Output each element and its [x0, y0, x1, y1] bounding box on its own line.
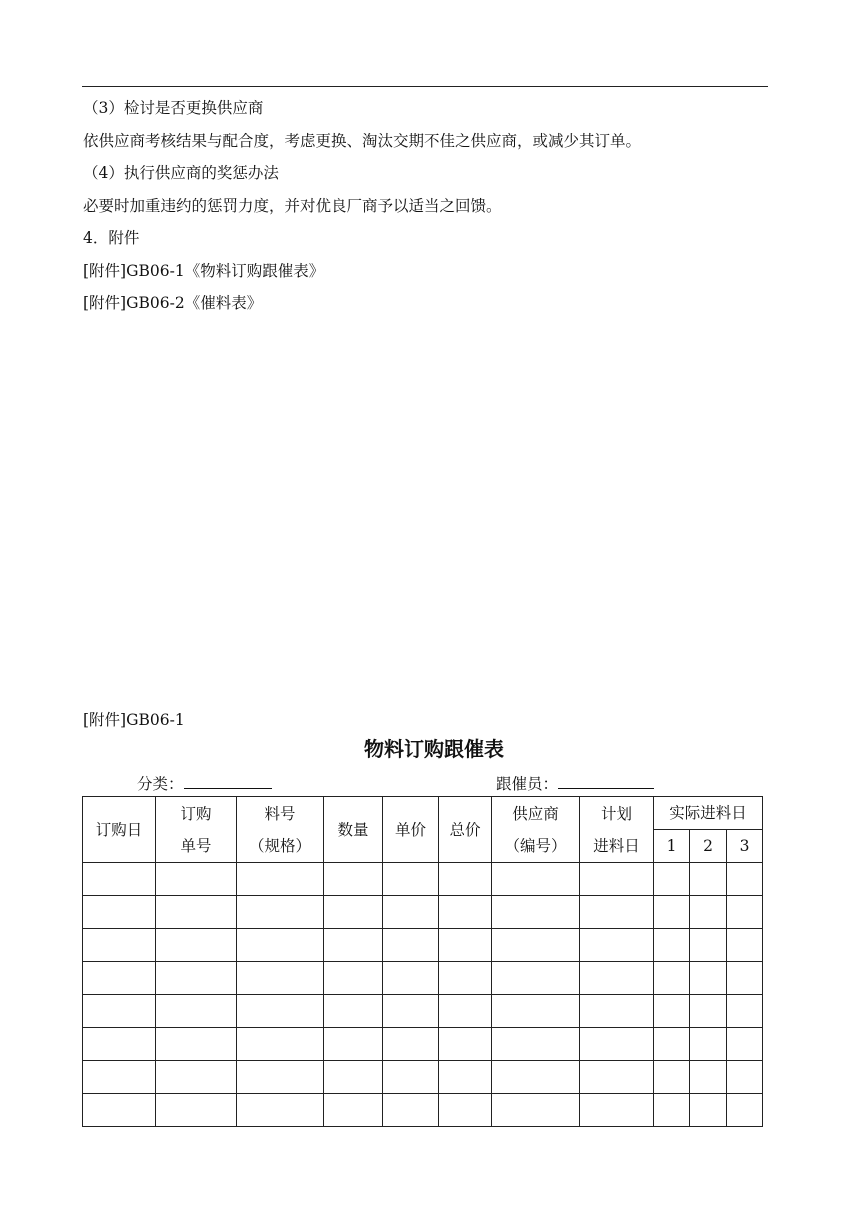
table-cell[interactable]: [324, 863, 383, 896]
table-row: [83, 863, 763, 896]
table-cell[interactable]: [83, 1028, 156, 1061]
table-cell[interactable]: [492, 1094, 580, 1127]
table-cell[interactable]: [727, 863, 763, 896]
table-cell[interactable]: [492, 995, 580, 1028]
table-cell[interactable]: [324, 962, 383, 995]
table-cell[interactable]: [83, 1061, 156, 1094]
header-quantity: 数量: [324, 797, 383, 863]
table-cell[interactable]: [690, 1028, 727, 1061]
table-row: [83, 1028, 763, 1061]
table-cell[interactable]: [690, 863, 727, 896]
table-cell[interactable]: [654, 962, 690, 995]
table-cell[interactable]: [580, 863, 654, 896]
table-cell[interactable]: [83, 929, 156, 962]
table-cell[interactable]: [690, 1061, 727, 1094]
table-cell[interactable]: [324, 1061, 383, 1094]
table-cell[interactable]: [83, 995, 156, 1028]
table-cell[interactable]: [580, 896, 654, 929]
header-rule: [82, 86, 768, 87]
table-cell[interactable]: [690, 929, 727, 962]
table-cell[interactable]: [237, 929, 324, 962]
header-supplier: 供应商 （编号）: [492, 797, 580, 863]
table-cell[interactable]: [324, 896, 383, 929]
table-cell[interactable]: [439, 995, 492, 1028]
table-cell[interactable]: [492, 962, 580, 995]
table-row: [83, 896, 763, 929]
table-cell[interactable]: [83, 962, 156, 995]
header-actual-3: 3: [727, 830, 763, 863]
table-row: [83, 995, 763, 1028]
table-body: [83, 863, 763, 1127]
table-cell[interactable]: [237, 896, 324, 929]
table-cell[interactable]: [237, 995, 324, 1028]
table-cell[interactable]: [156, 929, 237, 962]
category-label: 分类：: [137, 775, 184, 793]
table-cell[interactable]: [727, 896, 763, 929]
table-cell[interactable]: [156, 1061, 237, 1094]
table-cell[interactable]: [727, 1028, 763, 1061]
table-cell[interactable]: [727, 1094, 763, 1127]
table-cell[interactable]: [439, 1061, 492, 1094]
header-part-no: 料号 （规格）: [237, 797, 324, 863]
table-cell[interactable]: [383, 962, 439, 995]
table-cell[interactable]: [83, 1094, 156, 1127]
table-row: [83, 1094, 763, 1127]
table-cell[interactable]: [383, 896, 439, 929]
table-cell[interactable]: [439, 896, 492, 929]
table-cell[interactable]: [580, 1028, 654, 1061]
header-actual-1: 1: [654, 830, 690, 863]
attachment-label: [附件]GB06-1: [83, 711, 185, 729]
table-cell[interactable]: [237, 1028, 324, 1061]
table-cell[interactable]: [690, 962, 727, 995]
table-cell[interactable]: [727, 929, 763, 962]
table-cell[interactable]: [580, 1061, 654, 1094]
table-cell[interactable]: [690, 1094, 727, 1127]
table-cell[interactable]: [439, 1028, 492, 1061]
table-cell[interactable]: [324, 1094, 383, 1127]
table-row: [83, 929, 763, 962]
follower-field: [496, 772, 654, 794]
table-cell[interactable]: [383, 863, 439, 896]
table-cell[interactable]: [324, 1028, 383, 1061]
table-cell[interactable]: [237, 863, 324, 896]
paragraph-penalty: 必要时加重违约的惩罚力度，并对优良厂商予以适当之回馈。: [83, 197, 502, 215]
table-cell[interactable]: [156, 863, 237, 896]
table-cell[interactable]: [654, 863, 690, 896]
header-planned-date: 计划 进料日: [580, 797, 654, 863]
table-cell[interactable]: [237, 962, 324, 995]
table-cell[interactable]: [654, 1028, 690, 1061]
table-cell[interactable]: [492, 896, 580, 929]
table-cell[interactable]: [156, 962, 237, 995]
table-cell[interactable]: [492, 1028, 580, 1061]
table-cell[interactable]: [156, 1028, 237, 1061]
table-cell[interactable]: [156, 995, 237, 1028]
header-total-price: 总价: [439, 797, 492, 863]
table-cell[interactable]: [654, 1094, 690, 1127]
paragraph-replace-supplier: 依供应商考核结果与配合度，考虑更换、淘汰交期不佳之供应商，或减少其订单。: [83, 132, 642, 150]
table-cell[interactable]: [383, 995, 439, 1028]
table-cell[interactable]: [690, 995, 727, 1028]
table-cell[interactable]: [237, 1061, 324, 1094]
section-heading-attachments: 4．附件: [83, 229, 140, 247]
table-cell[interactable]: [580, 995, 654, 1028]
header-order-date: 订购日: [83, 797, 156, 863]
tracking-table: [82, 796, 763, 1127]
table-cell[interactable]: [580, 962, 654, 995]
table-cell[interactable]: [439, 1094, 492, 1127]
table-cell[interactable]: [383, 1094, 439, 1127]
header-actual-2: 2: [690, 830, 727, 863]
table-cell[interactable]: [690, 896, 727, 929]
table-cell[interactable]: [324, 995, 383, 1028]
table-cell[interactable]: [727, 995, 763, 1028]
table-cell[interactable]: [727, 1061, 763, 1094]
attachment-item-2: [附件]GB06-2《催料表》: [83, 294, 263, 312]
table-cell[interactable]: [156, 896, 237, 929]
table-cell[interactable]: [654, 896, 690, 929]
table-cell[interactable]: [324, 929, 383, 962]
table-cell[interactable]: [83, 863, 156, 896]
section-heading-4: （4）执行供应商的奖惩办法: [83, 164, 279, 182]
table-cell[interactable]: [727, 962, 763, 995]
table-cell[interactable]: [654, 1061, 690, 1094]
header-actual-date: 实际进料日: [654, 797, 763, 830]
table-cell[interactable]: [580, 929, 654, 962]
table-row: [83, 1061, 763, 1094]
follower-blank[interactable]: [558, 772, 654, 789]
table-cell[interactable]: [383, 929, 439, 962]
attachment-item-1: [附件]GB06-1《物料订购跟催表》: [83, 262, 325, 280]
table-cell[interactable]: [439, 929, 492, 962]
category-blank[interactable]: [184, 772, 272, 789]
table-cell[interactable]: [492, 863, 580, 896]
table-cell[interactable]: [492, 929, 580, 962]
section-heading-3: （3）检讨是否更换供应商: [83, 99, 264, 117]
table-cell[interactable]: [83, 896, 156, 929]
form-title: 物料订购跟催表: [364, 737, 504, 761]
table-cell[interactable]: [383, 1061, 439, 1094]
table-row: [83, 962, 763, 995]
category-field: [137, 772, 272, 794]
header-order-no: 订购 单号: [156, 797, 237, 863]
table-cell[interactable]: [237, 1094, 324, 1127]
table-cell[interactable]: [439, 863, 492, 896]
table-cell[interactable]: [654, 929, 690, 962]
table-cell[interactable]: [383, 1028, 439, 1061]
header-unit-price: 单价: [383, 797, 439, 863]
table-cell[interactable]: [492, 1061, 580, 1094]
table-cell[interactable]: [654, 995, 690, 1028]
table-cell[interactable]: [156, 1094, 237, 1127]
table-cell[interactable]: [580, 1094, 654, 1127]
table-cell[interactable]: [439, 962, 492, 995]
follower-label: 跟催员：: [496, 775, 559, 793]
